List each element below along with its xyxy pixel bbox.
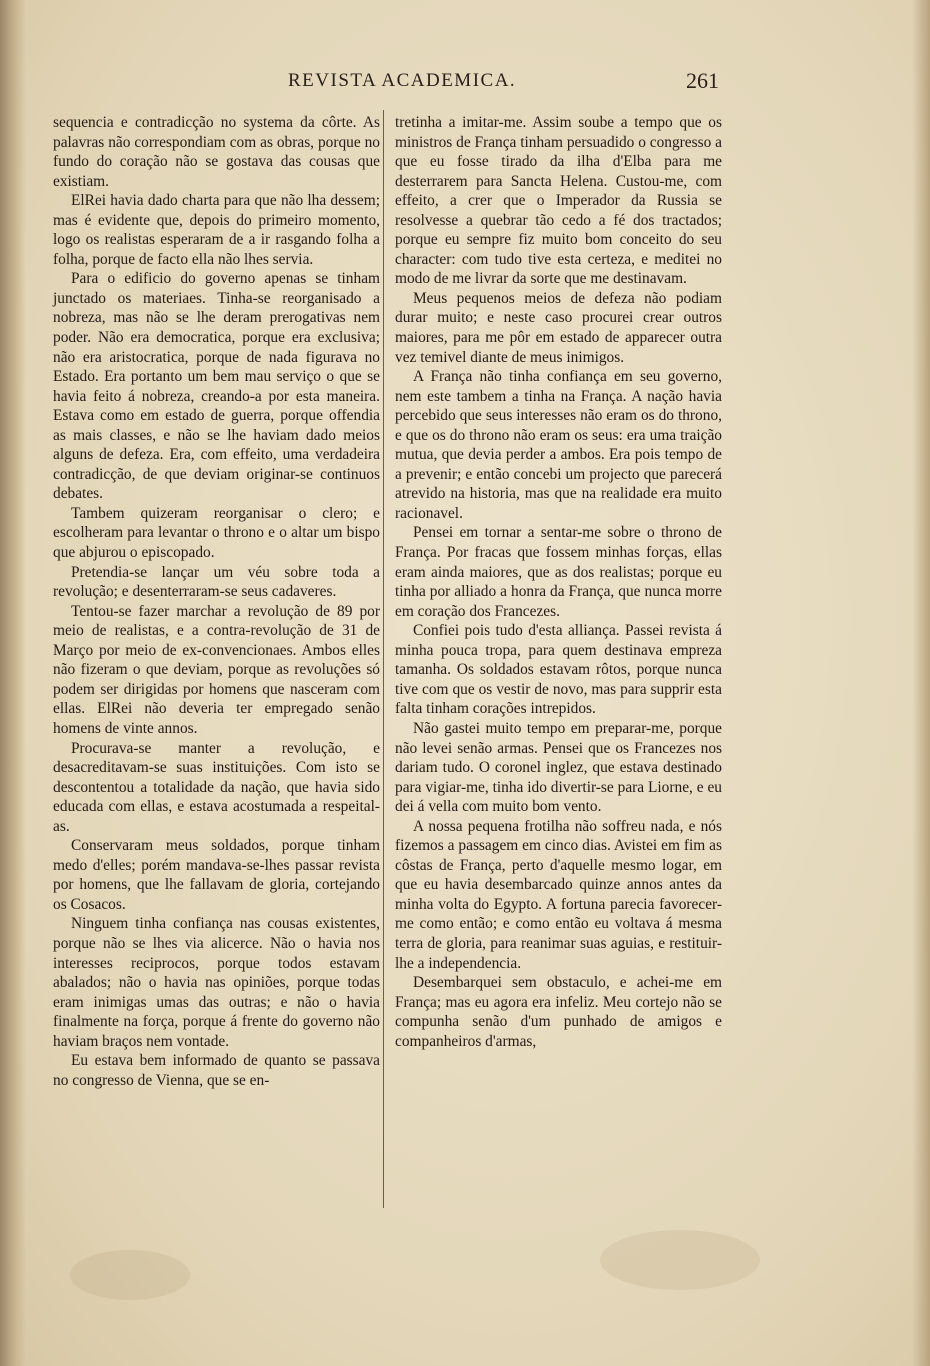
paragraph: Ninguem tinha confiança nas cousas existentes, porque não se lhes via alicerce. Não o havia nos interesses reciprocos, porque todos estavam abalados; não o havia nas opiniões, porque todas eram inimigas umas das outras; e não o havia finalmente na força, porque á frente do governo não haviam braços nem vontade. [53, 915, 380, 1050]
page-number: 261 [686, 68, 719, 93]
paragraph: Tambem quizeram reorganisar o clero; e escolheram para levantar o throno e o altar um bispo que abjurou o episcopado. [53, 504, 380, 562]
paragraph: Conservaram meus soldados, porque tinham medo d'elles; porém mandava-se-lhes passar revista por homens, que lhe fallavam de gloria, cortejando os Cosacos. [53, 837, 380, 913]
running-title: REVISTA ACADEMICA. [288, 70, 517, 91]
paragraph: Meus pequenos meios de defeza não podiam durar muito; e neste caso procurei crear outros maiores, para me pôr em estado de apparecer outra vez temivel diante de meus inimigos. [395, 289, 722, 366]
paragraph: Tentou-se fazer marchar a revolução de 89 por meio de realistas, e a contra-revolução de 31 de Março por meio de ex-convencionaes. Ambos elles não fizeram o que deviam, porque as revoluções só podem ser dirigidas por homens que nasceram com ellas. ElRei não deveria ter empregado senão homens de vinte annos. [53, 602, 380, 737]
column-divider [383, 110, 384, 1208]
paragraph: Pensei em tornar a sentar-me sobre o throno de França. Por fracas que fossem minhas forças, ellas eram ainda maiores, que as dos realistas; porque eu tinha por alliado a honra da França, que nunca morre em coração dos Francezes. [395, 524, 722, 620]
paragraph: Desembarquei sem obstaculo, e achei-me em França; mas eu agora era infeliz. Meu cortejo não se compunha senão d'um punhado de amigos e companheiros d'armas, [395, 974, 722, 1050]
paragraph: sequencia e contradicção no systema da côrte. As palavras não correspondiam com as obras, porque no fundo do coração não se gostava das cousas que existiam. [53, 114, 380, 190]
page-edge-shadow [912, 0, 930, 1366]
paper-stain [600, 1230, 760, 1290]
left-column [53, 113, 380, 1090]
paragraph: Pretendia-se lançar um véu sobre toda a revolução; e desenterraram-se seus cadaveres. [53, 563, 380, 601]
right-column [395, 113, 722, 1051]
paragraph: Procurava-se manter a revolução, e desacreditavam-se suas instituições. Com isto se descontentou a totalidade da nação, que havia sido educada com ellas, e estava acostumada a respeital-as. [53, 739, 380, 835]
paragraph: tretinha a imitar-me. Assim soube a tempo que os ministros de França tinham persuadido o congresso a que eu fosse tirado da ilha d'Elba para me desterrarem para Sancta Helena. Custou-me, com effeito, a crer que o Imperador da Russia se resolvesse a quebrar tão cedo a fé dos tractados; porque eu sempre fiz muito bom conceito do seu character: com tudo tive esta certeza, e meditei no modo de me livrar da sorte que me destinavam. [395, 114, 722, 288]
paper-stain [70, 1250, 190, 1300]
paragraph: A França não tinha confiança em seu governo, nem este tambem a tinha na França. A nação havia percebido que seus interesses não eram os do throno, e que os do throno não eram os seus: era uma traição mutua, que devia perder a ambos. Era pois tempo de a prevenir; e então concebi um projecto que parecerá atrevido na historia, mas que na realidade era muito racionavel. [395, 368, 722, 522]
paragraph: A nossa pequena frotilha não soffreu nada, e nós fizemos a passagem em cinco dias. Avistei em fim as côstas de França, perto d'aquelle mesmo logar, em que eu havia desembarcado quinze annos antes da minha volta do Egypto. A fortuna parecia favorecer-me como então; e como então eu voltava á mesma terra de gloria, para reanimar suas aguias, e restituir-lhe a independencia. [395, 817, 722, 972]
paragraph: ElRei havia dado charta para que não lha dessem; mas é evidente que, depois do primeiro momento, logo os realistas esperaram de a ir rasgando folha a folha, porque de facto ella não lhes servia. [53, 192, 380, 268]
paragraph: Eu estava bem informado de quanto se passava no congresso de Vienna, que se en- [53, 1052, 380, 1089]
paragraph: Não gastei muito tempo em preparar-me, porque não levei senão armas. Pensei que os Francezes nos dariam tudo. O coronel inglez, que estava destinado para vigiar-me, tinha ido divertir-se para Liorne, e eu dei á vella com muito bom vento. [395, 719, 722, 816]
running-header [0, 70, 930, 100]
page-gutter-shadow [0, 0, 26, 1366]
paragraph: Para o edificio do governo apenas se tinham junctado os materiaes. Tinha-se reorganisado a nobreza, mas não se lhe deram prerogativas nem poder. Não era democratica, porque era exclusiva; não era aristocratica, porque de nada figurava no Estado. Era portanto um bem mau serviço o que se havia feito á nobreza, creando-a por esta maneira. Estava como em estado de guerra, porque offendia as mais classes, e não se lhe haviam dado meios alguns de defeza. Era, com effeito, uma verdadeira contradicção, de que deviam originar-se continuos debates. [53, 270, 380, 503]
paragraph: Confiei pois tudo d'esta alliança. Passei revista á minha pouca tropa, para quem destinava empreza tamanha. Os soldados estavam rôtos, porque nunca tive com que os vestir de novo, mas para supprir esta falta tinham corações intrepidos. [395, 622, 722, 718]
